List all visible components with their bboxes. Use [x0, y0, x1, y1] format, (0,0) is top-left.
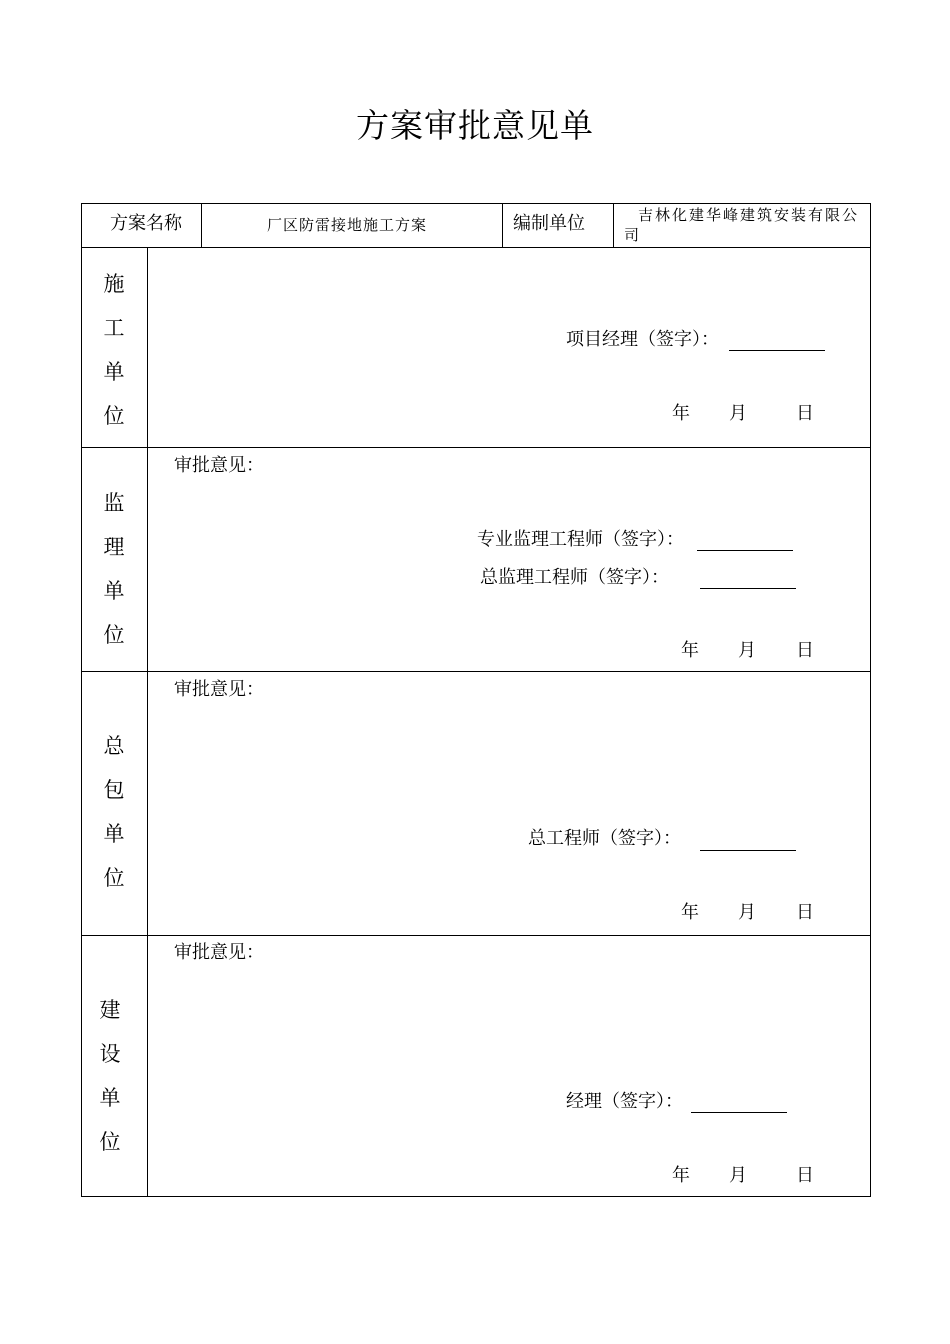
section-label-construction-unit — [82, 247, 146, 447]
section-label-general-contractor — [82, 671, 146, 935]
signature-line — [729, 350, 825, 351]
chief-engineer-signature-label: 总工程师（签字）： — [528, 828, 681, 849]
plan-name-label: 方案名称 — [110, 213, 182, 234]
label-char: 位 — [103, 404, 125, 428]
label-char: 工 — [103, 316, 125, 340]
unit-label: 编制单位 — [513, 213, 585, 234]
date-day: 日 — [796, 640, 814, 661]
label-char: 位 — [103, 623, 125, 647]
plan-name-value: 厂区防雷接地施工方案 — [267, 216, 428, 234]
approval-form — [81, 203, 871, 1197]
approval-opinion-label: 审批意见： — [174, 455, 264, 476]
unit-value — [624, 204, 874, 246]
label-char: 单 — [103, 360, 125, 384]
date-month: 月 — [738, 902, 756, 923]
date-year: 年 — [681, 640, 699, 661]
column-divider — [201, 204, 202, 247]
row-divider — [82, 247, 870, 248]
section-label-supervision-unit — [82, 447, 146, 671]
label-char: 施 — [103, 272, 125, 296]
signature-line — [697, 550, 793, 551]
label-char: 建 — [99, 998, 121, 1022]
row-divider — [82, 447, 870, 448]
signature-line — [691, 1112, 787, 1113]
professional-supervisor-signature-label: 专业监理工程师（签字）： — [477, 529, 684, 550]
date-month: 月 — [729, 403, 747, 424]
label-column-divider — [147, 247, 148, 1196]
column-divider — [502, 204, 503, 247]
unit-value-line-1: 吉林化建华峰建筑安装有限公 — [638, 206, 860, 224]
label-char: 理 — [103, 535, 125, 559]
date-day: 日 — [796, 902, 814, 923]
column-divider — [613, 204, 614, 247]
label-char: 监 — [103, 491, 125, 515]
section-label-owner-unit — [78, 935, 142, 1196]
label-char: 设 — [99, 1042, 121, 1066]
signature-line — [700, 588, 796, 589]
date-month: 月 — [738, 640, 756, 661]
row-divider — [82, 671, 870, 672]
label-char: 单 — [99, 1086, 121, 1110]
date-day: 日 — [796, 403, 814, 424]
document-title: 方案审批意见单 — [356, 106, 594, 145]
date-year: 年 — [681, 902, 699, 923]
approval-opinion-label: 审批意见： — [174, 679, 264, 700]
row-divider — [82, 935, 870, 936]
label-char: 位 — [99, 1130, 121, 1154]
date-day: 日 — [796, 1165, 814, 1186]
label-char: 单 — [103, 579, 125, 603]
label-char: 总 — [103, 734, 125, 758]
date-year: 年 — [672, 1165, 690, 1186]
label-char: 位 — [103, 866, 125, 890]
unit-value-line-2: 司 — [624, 226, 642, 244]
date-month: 月 — [729, 1165, 747, 1186]
signature-line — [700, 850, 796, 851]
chief-supervisor-signature-label: 总监理工程师（签字）： — [480, 567, 669, 588]
label-char: 包 — [103, 778, 125, 802]
date-year: 年 — [672, 403, 690, 424]
project-manager-signature-label: 项目经理（签字）： — [566, 329, 719, 350]
approval-opinion-label: 审批意见： — [174, 942, 264, 963]
label-char: 单 — [103, 822, 125, 846]
manager-signature-label: 经理（签字）： — [566, 1091, 683, 1112]
